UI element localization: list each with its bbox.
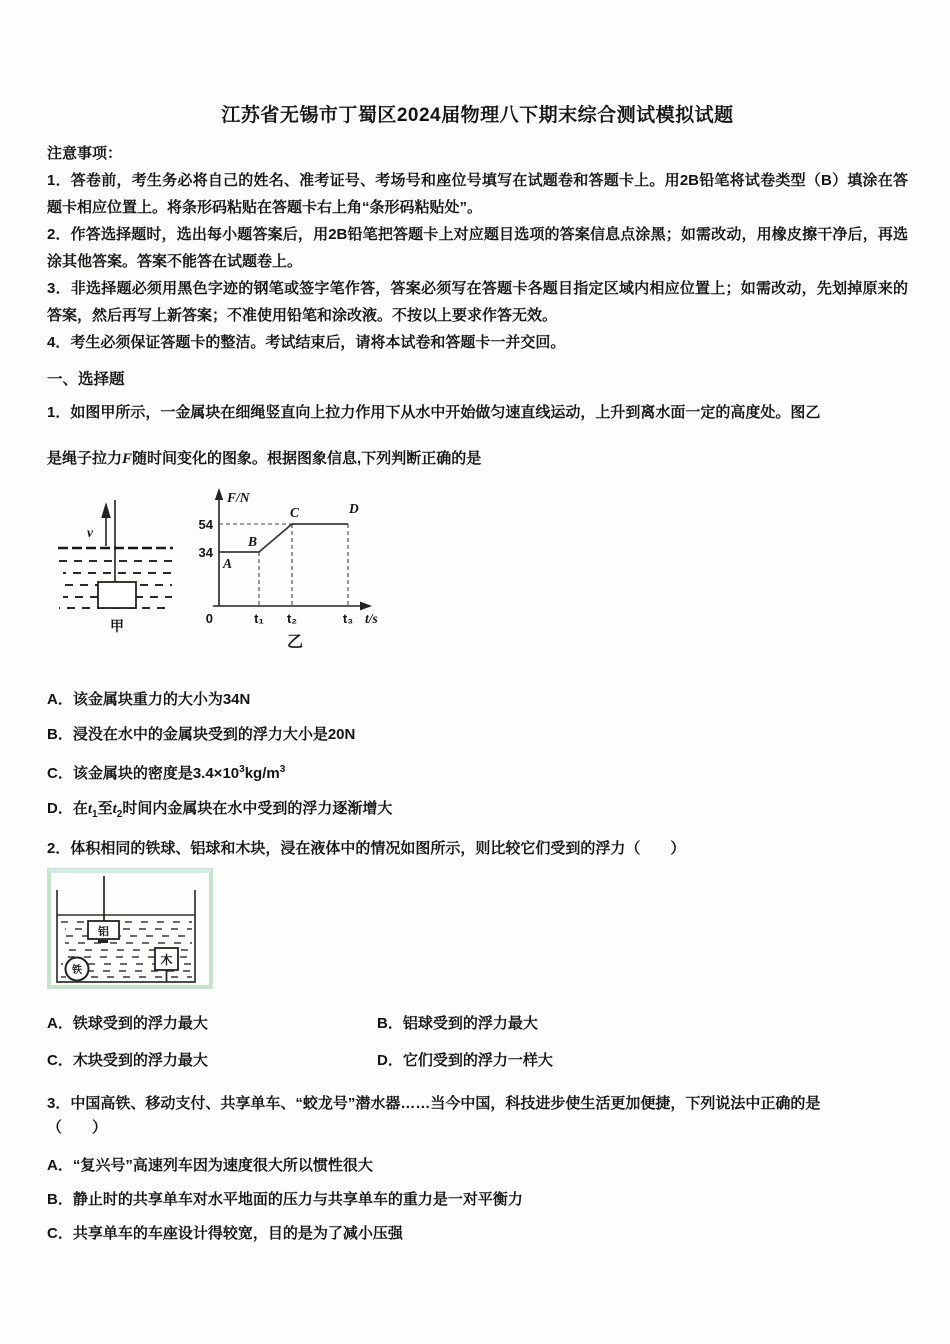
aluminum-label: 铝 — [98, 926, 109, 938]
point-label-c: C — [290, 505, 300, 520]
velocity-label: v — [87, 525, 93, 540]
figure-1-svg — [53, 484, 393, 656]
option-text: 时间内金属块在水中受到的浮力逐渐增大 — [122, 800, 393, 817]
point-label-d: D — [349, 501, 359, 516]
x-axis-label: t/s — [365, 611, 378, 626]
variable-t: t — [87, 801, 93, 817]
q1-option-c — [47, 759, 908, 784]
x-tick-t1: t₁ — [254, 611, 264, 626]
y-axis-arrow — [215, 488, 223, 500]
q1-option-a: A．该金属块重力的大小为34N — [47, 691, 251, 708]
question-1-options — [47, 689, 908, 825]
q3-option-b: B．静止时的共享单车对水平地面的压力与共享单车的重力是一对平衡力 — [47, 1191, 523, 1208]
origin-label: 0 — [205, 611, 213, 626]
option-text: kg/m — [244, 765, 280, 782]
y-tick-34: 34 — [198, 545, 213, 560]
velocity-arrow-head — [101, 502, 111, 518]
q3-option-c: C．共享单车的车座设计得较宽，目的是为了减小压强 — [47, 1225, 403, 1242]
iron-label: 铁 — [72, 965, 82, 976]
page-title: 江苏省无锡市丁蜀区2024届物理八下期末综合测试模拟试题 — [221, 105, 734, 126]
stem-text: 是绳子拉力 — [47, 450, 123, 467]
variable-F: F — [122, 451, 133, 467]
option-text: D．在 — [47, 800, 88, 817]
y-tick-54: 54 — [198, 517, 213, 532]
q1-option-d — [47, 798, 908, 825]
figure-yi-force-time-graph — [199, 488, 378, 651]
q1-option-b: B．浸没在水中的金属块受到的浮力大小是20N — [47, 726, 356, 743]
y-axis-label: F/N — [227, 490, 250, 505]
point-label-a: A — [223, 556, 233, 571]
label-jia: 甲 — [110, 618, 124, 634]
option-text: C．该金属块的密度是3.4×10 — [47, 765, 240, 782]
figure-question-1 — [53, 484, 908, 661]
superscript: 3 — [239, 764, 245, 775]
stem-text: 随时间变化的图象。根据图象信息,下列判断正确的是 — [132, 450, 482, 467]
label-yi: 乙 — [286, 634, 304, 651]
figure-jia-block-in-water — [58, 500, 173, 634]
figure-question-2 — [47, 868, 908, 995]
x-tick-t2: t₂ — [286, 611, 298, 626]
x-axis-arrow — [360, 602, 372, 611]
subscript: 2 — [116, 809, 123, 820]
notice-item-3: 3．非选择题必须用黑色字迹的钢笔或签字笔作答，答案必须写在答题卡各题目指定区域内相应位置上；如需改动，先划掉原来的答案，然后再写上新答案；不准使用铅笔和涂改液。不按以上要求作答无效。 — [47, 280, 908, 324]
option-text: 至 — [97, 800, 113, 817]
metal-block — [98, 582, 136, 608]
notice-item-2: 2．作答选择题时，选出每小题答案后，用2B铅笔把答题卡上对应题目选项的答案信息点涂黑；如需改动，用橡皮擦干净后，再选涂其他答案。答案不能答在试题卷上。 — [47, 226, 908, 270]
superscript: 3 — [279, 764, 286, 775]
question-3-stem-line2: （ ） — [47, 1119, 108, 1136]
q2-option-d: D．它们受到的浮力一样大 — [377, 1052, 553, 1069]
force-time-curve — [219, 524, 348, 552]
x-tick-t3: t₃ — [342, 611, 354, 626]
question-1-stem-line2 — [47, 448, 908, 470]
question-2-options — [47, 1013, 908, 1071]
question-3-stem-line1: 3．中国高铁、移动支付、共享单车、“蛟龙号”潜水器……当今中国，科技进步使生活更加便捷，下列说法中正确的是 — [47, 1095, 821, 1112]
q2-option-b: B．铝球受到的浮力最大 — [377, 1015, 538, 1032]
q2-option-a: A．铁球受到的浮力最大 — [47, 1015, 208, 1032]
subscript: 1 — [92, 809, 98, 820]
variable-t: t — [112, 801, 117, 817]
notice-item-4: 4．考生必须保证答题卡的整洁。考试结束后，请将本试卷和答题卡一并交回。 — [47, 334, 566, 351]
q2-option-c: C．木块受到的浮力最大 — [47, 1052, 208, 1069]
question-2-stem: 2．体积相同的铁球、铝球和木块，浸在液体中的情况如图所示，则比较它们受到的浮力（ ） — [47, 840, 686, 857]
section-heading-choice: 一、选择题 — [47, 371, 125, 388]
notice-item-1: 1．答卷前，考生务必将自己的姓名、准考证号、考场号和座位号填写在试题卷和答题卡上。用2B铅笔将试卷类型（B）填涂在答题卡相应位置上。将条形码粘贴在答题卡右上角“条形码粘贴处”。 — [47, 172, 908, 216]
graph-dashed-guides — [219, 524, 348, 606]
notice-section — [47, 140, 908, 356]
q3-option-a: A．“复兴号”高速列车因为速度很大所以惯性很大 — [47, 1157, 373, 1174]
notice-heading: 注意事项： — [47, 145, 123, 162]
figure-2-svg — [47, 868, 215, 990]
question-1-stem-line1: 1．如图甲所示，一金属块在细绳竖直向上拉力作用下从水中开始做匀速直线运动，上升到离水面一定的高度处。图乙 — [47, 404, 821, 421]
wood-label: 木 — [160, 953, 173, 967]
point-label-b: B — [248, 534, 258, 549]
